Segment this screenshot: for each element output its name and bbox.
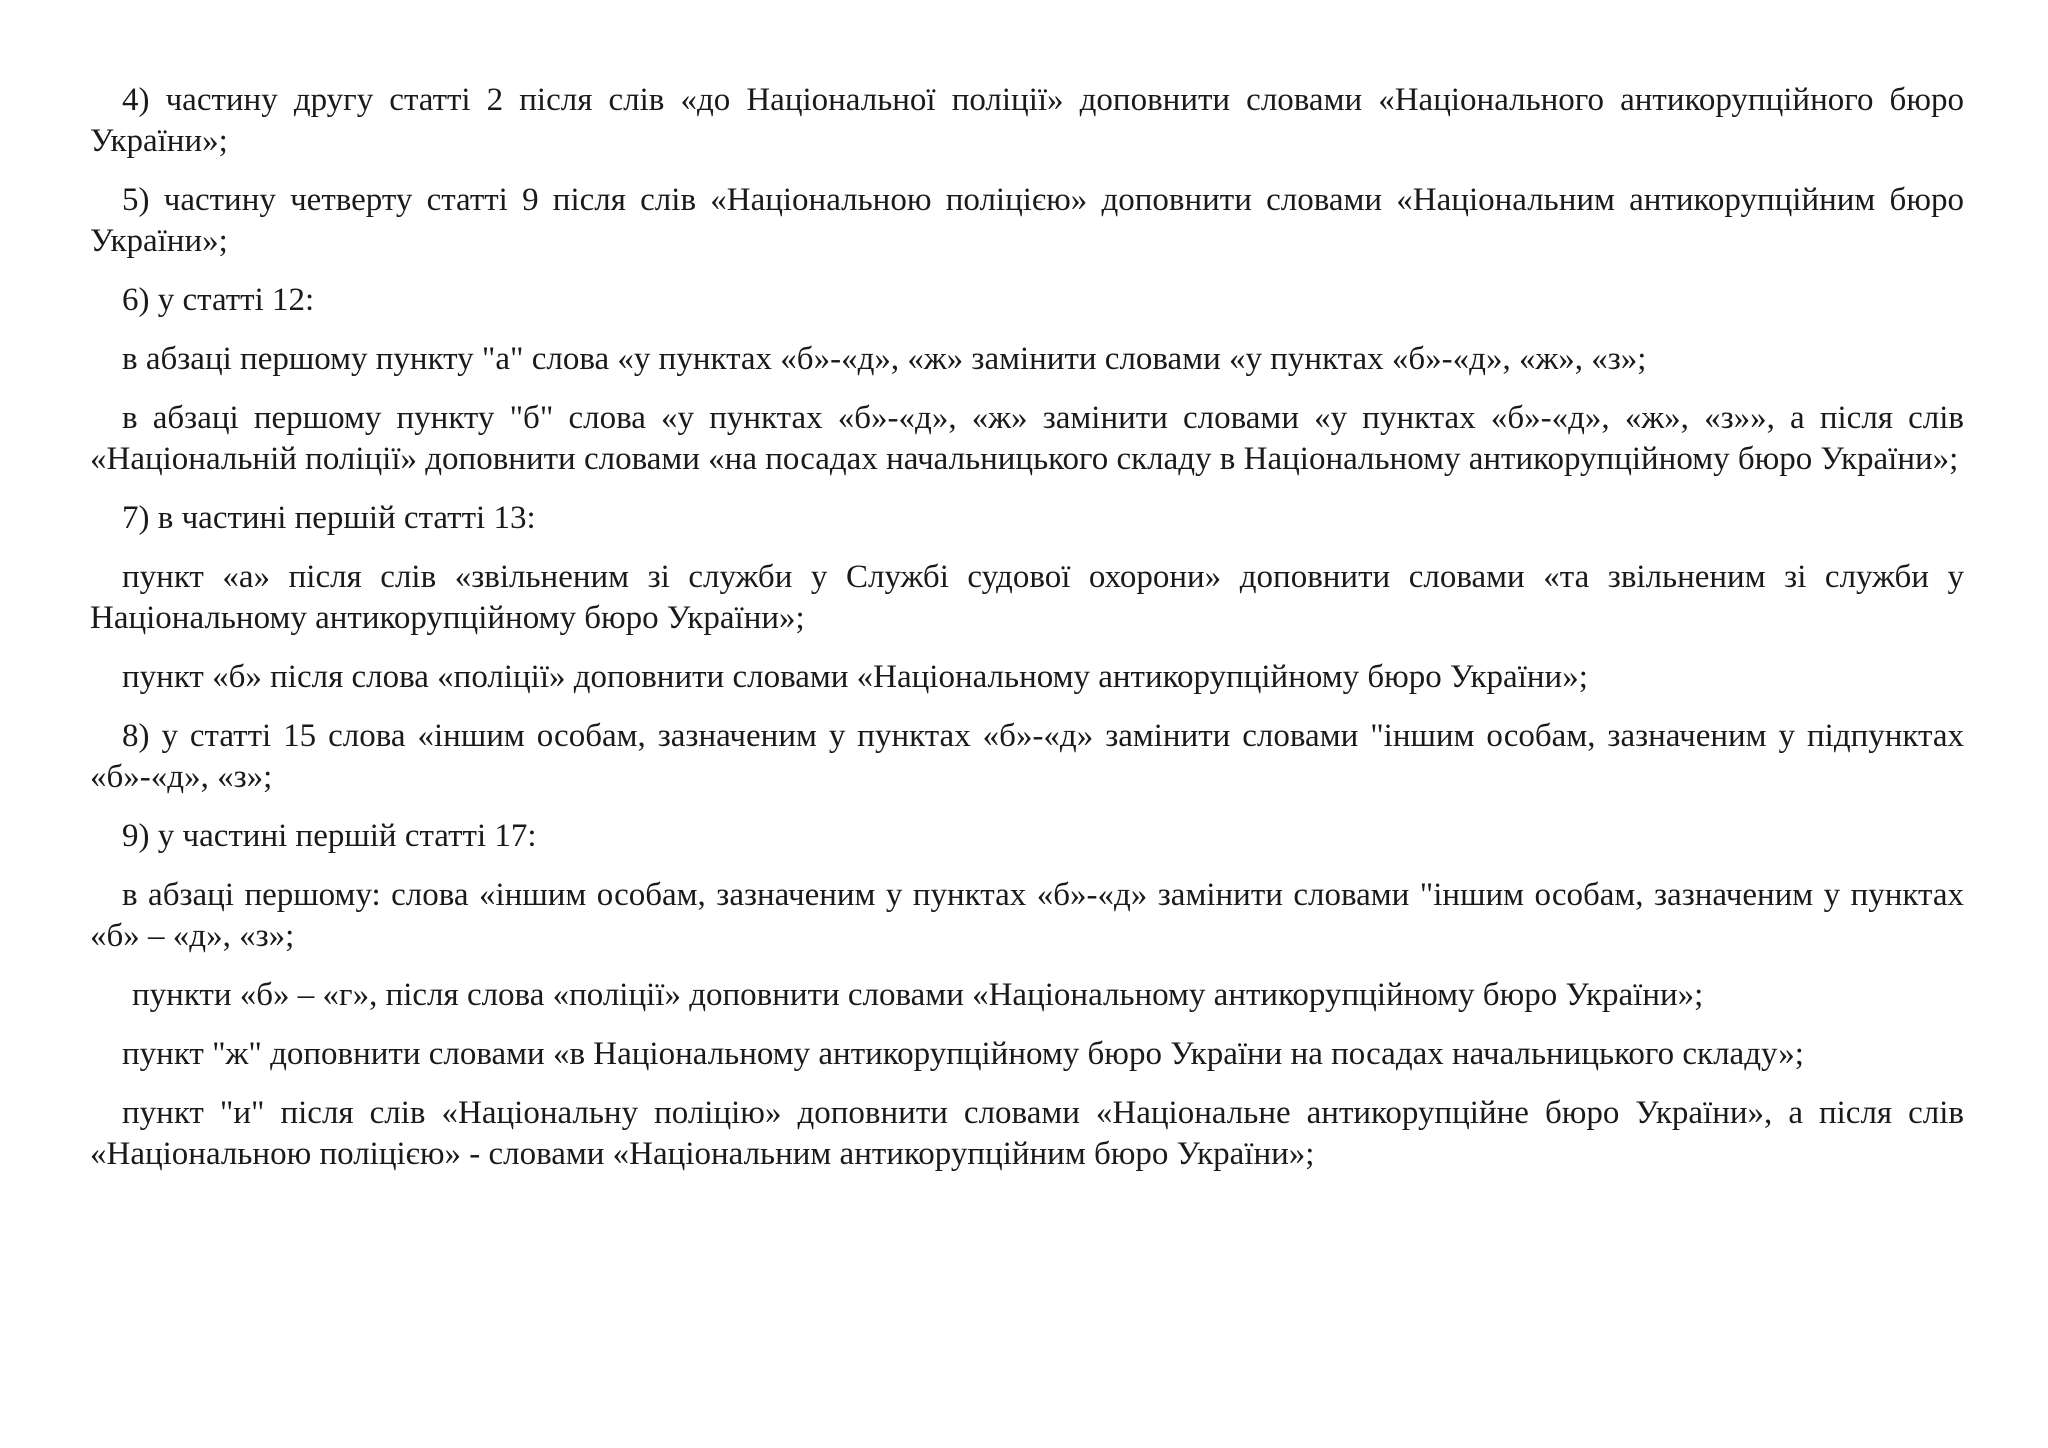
paragraph-article-13-b: пункт «б» після слова «поліції» доповнити словами «Національному антикорупційному бюро України»; xyxy=(122,659,1588,695)
paragraph-article-17-y: пункт "и" після слів «Національну поліцію» доповнити словами «Національне антикорупційне бюро України», а після слів «Національною поліцією» - словами «Національним антикорупційним бюро України»; xyxy=(90,1095,1964,1172)
paragraph-article-17-first: в абзаці першому: слова «іншим особам, зазначеним у пунктах «б»-«д» замінити словами "іншим особам, зазначеним у пунктах «б» – «д», «з»; xyxy=(90,877,1964,954)
paragraph-article-13-a: пункт «а» після слів «звільненим зі служби у Службі судової охорони» доповнити словами «та звільненим зі служби у Національному антикорупційному бюро України»; xyxy=(90,559,1964,636)
paragraph-item-6: 6) у статті 12: xyxy=(122,282,315,318)
paragraph-item-7: 7) в частині першій статті 13: xyxy=(122,500,536,536)
paragraph-item-5: 5) частину четверту статті 9 після слів «Національною поліцією» доповнити словами «Національним антикорупційним бюро України»; xyxy=(90,182,1964,259)
paragraph-item-8: 8) у статті 15 слова «іншим особам, зазначеним у пунктах «б»-«д» замінити словами "іншим особам, зазначеним у підпунктах «б»-«д», «з»; xyxy=(90,718,1964,795)
paragraph-article-17-b-g: пункти «б» – «г», після слова «поліції» доповнити словами «Національному антикорупційному бюро України»; xyxy=(132,977,1704,1013)
paragraph-item-9: 9) у частині першій статті 17: xyxy=(122,818,537,854)
paragraph-article-12-b: в абзаці першому пункту "б" слова «у пунктах «б»-«д», «ж» замінити словами «у пунктах «б»-«д», «ж», «з»», а після слів «Національній поліції» доповнити словами «на посадах начальницького складу в Національному антикорупційному бюро України»; xyxy=(90,400,1964,477)
paragraph-item-4: 4) частину другу статті 2 після слів «до Національної поліції» доповнити словами «Національного антикорупційного бюро України»; xyxy=(90,82,1964,159)
document-page xyxy=(90,80,1964,1193)
paragraph-article-17-zh: пункт "ж" доповнити словами «в Національному антикорупційному бюро України на посадах начальницького складу»; xyxy=(122,1036,1804,1072)
paragraph-article-12-a: в абзаці першому пункту "а" слова «у пунктах «б»-«д», «ж» замінити словами «у пунктах «б»-«д», «ж», «з»; xyxy=(122,341,1647,377)
